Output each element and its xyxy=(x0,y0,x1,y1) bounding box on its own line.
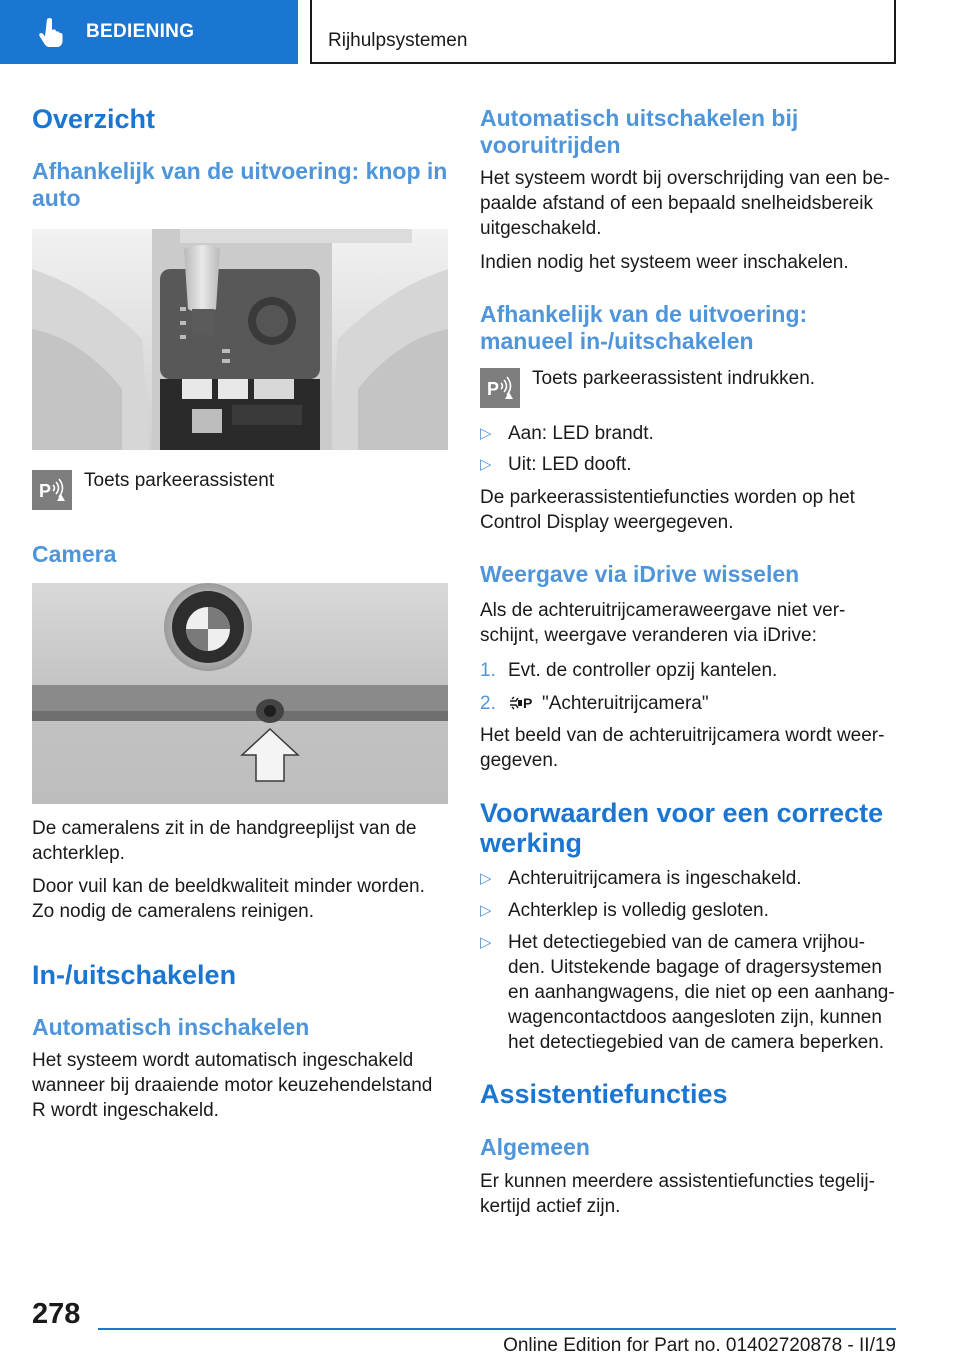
weergave-paragraph: Als de achteruitrijcameraweergave niet ver-schijnt, weergave veranderen via iDrive: xyxy=(480,600,846,646)
heading-in-uitschakelen: In-/uitschakelen xyxy=(32,960,237,990)
chapter-title: BEDIENING xyxy=(86,21,195,42)
heading-automatisch-uitschakelen: Automatisch uitschakelen bij vooruitrijden xyxy=(480,105,799,158)
weergave-paragraph-2: Het beeld van de achteruitrijcamera wordt weer-gegeven. xyxy=(480,725,885,771)
auto-in-paragraph: Het systeem wordt automatisch ingeschakeld wanneer bij draaiende motor keuzehendelstand R wordt ingeschakeld. xyxy=(32,1050,433,1121)
triangle-bullet-icon: ▷ xyxy=(480,425,492,442)
heading-assistentiefuncties: Assistentiefuncties xyxy=(480,1079,728,1109)
triangle-bullet-icon: ▷ xyxy=(480,870,492,887)
triangle-bullet-icon: ▷ xyxy=(480,456,492,473)
gear-selector-photo xyxy=(32,229,448,450)
auto-uit-paragraph-1: Het systeem wordt bij overschrijding van een be-paalde afstand of een bepaald snelheidsbereik uitgeschakeld. xyxy=(480,168,890,239)
parking-assistant-icon xyxy=(32,470,72,510)
heading-camera: Camera xyxy=(32,541,117,567)
heading-overzicht: Overzicht xyxy=(32,104,156,134)
svg-text:P: P xyxy=(523,695,533,711)
triangle-bullet-icon: ▷ xyxy=(480,902,492,919)
algemeen-paragraph: Er kunnen meerdere assistentiefuncties tegelij-kertijd actief zijn. xyxy=(480,1171,875,1217)
manueel-paragraph: Toets parkeerassistent indrukken. xyxy=(532,368,816,389)
section-title: Rijhulpsystemen xyxy=(328,30,468,51)
heading-weergave: Weergave via iDrive wisselen xyxy=(480,561,800,587)
heading-automatisch-inschakelen: Automatisch inschakelen xyxy=(32,1014,310,1040)
footer-edition: Online Edition for Part no. 01402720878 - II/19 xyxy=(503,1335,896,1356)
svg-text:P: P xyxy=(39,481,52,501)
heading-voorwaarden: Voorwaarden voor een correcte werking xyxy=(480,798,884,858)
heading-algemeen: Algemeen xyxy=(480,1134,590,1160)
triangle-bullet-icon: ▷ xyxy=(480,934,492,951)
parking-assistant-icon xyxy=(480,368,520,408)
page-number: 278 xyxy=(32,1298,81,1330)
rear-camera-photo xyxy=(32,583,448,804)
footer-divider xyxy=(98,1328,896,1330)
svg-text:P: P xyxy=(487,379,500,399)
section-header xyxy=(310,0,896,64)
chapter-tab xyxy=(0,0,298,64)
camera-paragraph-1: De cameralens zit in de handgreeplijst van de achterklep. xyxy=(32,818,417,864)
heading-manueel: Afhankelijk van de uitvoering: manueel in-/uitschakelen xyxy=(480,301,808,354)
hand-pointer-icon xyxy=(34,15,68,49)
park-label: Toets parkeerassistent xyxy=(84,470,275,491)
heading-knop: Afhankelijk van de uitvoering: knop in auto xyxy=(32,158,448,211)
auto-uit-paragraph-2: Indien nodig het systeem weer inschakelen. xyxy=(480,252,849,273)
rear-camera-icon xyxy=(508,693,538,713)
manueel-paragraph-2: De parkeerassistentiefuncties worden op het Control Display weergegeven. xyxy=(480,487,855,533)
camera-paragraph-2: Door vuil kan de beeldkwaliteit minder worden. Zo nodig de cameralens reinigen. xyxy=(32,876,425,922)
